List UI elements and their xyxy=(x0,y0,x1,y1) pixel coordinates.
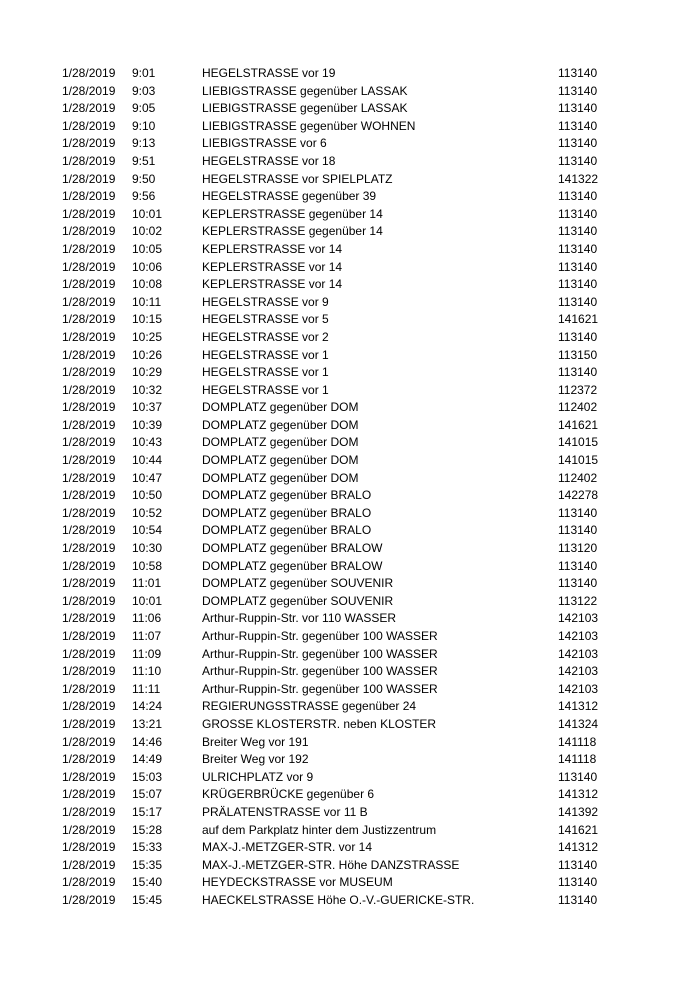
table-row xyxy=(62,874,608,892)
location-cell: LIEBIGSTRASSE vor 6 xyxy=(202,136,327,151)
date-cell: 1/28/2019 xyxy=(62,611,116,626)
code-cell: 113140 xyxy=(558,224,598,239)
code-cell: 142103 xyxy=(558,646,599,661)
code-cell: 141312 xyxy=(558,699,599,714)
time-cell: 15:03 xyxy=(132,769,163,784)
code-cell: 142103 xyxy=(558,629,599,643)
time-cell: 11:07 xyxy=(132,629,162,643)
code-cell: 113140 xyxy=(558,505,598,520)
table-row xyxy=(62,769,608,787)
location-cell: HEGELSTRASSE vor 1 xyxy=(202,365,329,380)
code-cell: 113122 xyxy=(558,593,598,608)
code-cell: 142103 xyxy=(558,664,599,679)
time-cell: 10:08 xyxy=(132,277,163,292)
table-row xyxy=(62,487,608,505)
code-cell: 113140 xyxy=(558,136,598,151)
time-cell: 10:37 xyxy=(132,400,163,415)
date-cell: 1/28/2019 xyxy=(62,488,116,503)
date-cell: 1/28/2019 xyxy=(62,347,116,362)
date-cell: 1/28/2019 xyxy=(62,83,116,98)
time-cell: 10:30 xyxy=(132,541,163,556)
time-cell: 9:13 xyxy=(132,136,156,151)
time-cell: 9:56 xyxy=(132,189,156,204)
location-cell: Arthur-Ruppin-Str. gegenüber 100 WASSER xyxy=(202,629,438,643)
code-cell: 113140 xyxy=(558,523,598,538)
table-row xyxy=(62,822,608,840)
table-row xyxy=(62,171,608,189)
location-cell: Arthur-Ruppin-Str. gegenüber 100 WASSER xyxy=(202,664,438,679)
time-cell: 10:52 xyxy=(132,505,163,520)
table-row xyxy=(62,276,608,294)
table-row xyxy=(62,83,608,101)
location-cell: PRÄLATENSTRASSE vor 11 B xyxy=(202,804,368,819)
code-cell: 113140 xyxy=(558,857,598,872)
time-cell: 11:01 xyxy=(132,576,162,591)
date-cell: 1/28/2019 xyxy=(62,453,116,468)
location-cell: KEPLERSTRASSE gegenüber 14 xyxy=(202,224,383,239)
date-cell: 1/28/2019 xyxy=(62,470,116,485)
table-row xyxy=(62,241,608,259)
time-cell: 10:11 xyxy=(132,294,162,309)
table-row xyxy=(62,646,608,664)
code-cell: 141312 xyxy=(558,840,599,855)
time-cell: 10:26 xyxy=(132,347,163,362)
date-cell: 1/28/2019 xyxy=(62,171,116,186)
time-cell: 15:40 xyxy=(132,875,163,890)
date-cell: 1/28/2019 xyxy=(62,840,116,855)
code-cell: 141621 xyxy=(558,417,599,432)
code-cell: 141324 xyxy=(558,716,599,731)
date-cell: 1/28/2019 xyxy=(62,646,116,661)
code-cell: 141015 xyxy=(558,435,599,450)
location-cell: KEPLERSTRASSE vor 14 xyxy=(202,241,343,256)
code-cell: 113120 xyxy=(558,541,598,556)
date-cell: 1/28/2019 xyxy=(62,400,116,415)
location-cell: LIEBIGSTRASSE gegenüber LASSAK xyxy=(202,83,408,98)
date-cell: 1/28/2019 xyxy=(62,118,116,133)
code-cell: 113140 xyxy=(558,206,598,221)
code-cell: 141312 xyxy=(558,787,599,802)
date-cell: 1/28/2019 xyxy=(62,857,116,872)
code-cell: 113150 xyxy=(558,347,598,362)
time-cell: 10:44 xyxy=(132,453,163,468)
location-cell: ULRICHPLATZ vor 9 xyxy=(202,769,314,784)
table-row xyxy=(62,347,608,365)
location-cell: LIEBIGSTRASSE gegenüber WOHNEN xyxy=(202,118,416,133)
location-cell: LIEBIGSTRASSE gegenüber LASSAK xyxy=(202,101,408,116)
time-cell: 10:54 xyxy=(132,523,163,538)
code-cell: 113140 xyxy=(558,875,598,890)
time-cell: 9:51 xyxy=(132,153,156,168)
location-cell: Arthur-Ruppin-Str. gegenüber 100 WASSER xyxy=(202,681,438,696)
date-cell: 1/28/2019 xyxy=(62,752,116,767)
location-cell: DOMPLATZ gegenüber DOM xyxy=(202,400,359,415)
date-cell: 1/28/2019 xyxy=(62,224,116,239)
date-cell: 1/28/2019 xyxy=(62,66,116,80)
time-cell: 15:35 xyxy=(132,857,163,872)
time-cell: 10:15 xyxy=(132,312,163,327)
time-cell: 10:32 xyxy=(132,382,163,397)
code-cell: 141392 xyxy=(558,804,599,819)
time-cell: 9:03 xyxy=(132,83,156,98)
date-cell: 1/28/2019 xyxy=(62,382,116,397)
location-cell: Breiter Weg vor 191 xyxy=(202,734,309,749)
table-row xyxy=(62,558,608,576)
time-cell: 15:28 xyxy=(132,822,163,837)
code-cell: 113140 xyxy=(558,153,598,168)
date-cell: 1/28/2019 xyxy=(62,153,116,168)
table-row xyxy=(62,522,608,540)
location-cell: Breiter Weg vor 192 xyxy=(202,752,309,767)
location-cell: GROSSE KLOSTERSTR. neben KLOSTER xyxy=(202,716,437,731)
time-cell: 14:46 xyxy=(132,734,163,749)
date-cell: 1/28/2019 xyxy=(62,664,116,679)
table-row xyxy=(62,399,608,417)
date-cell: 1/28/2019 xyxy=(62,101,116,116)
table-row xyxy=(62,593,608,611)
records-table xyxy=(62,65,608,910)
location-cell: HEGELSTRASSE vor SPIELPLATZ xyxy=(202,171,393,186)
time-cell: 9:05 xyxy=(132,101,156,116)
time-cell: 10:50 xyxy=(132,488,163,503)
location-cell: HEGELSTRASSE vor 19 xyxy=(202,66,336,80)
code-cell: 113140 xyxy=(558,365,598,380)
code-cell: 113140 xyxy=(558,329,598,344)
time-cell: 10:39 xyxy=(132,417,163,432)
table-row xyxy=(62,804,608,822)
table-row xyxy=(62,153,608,171)
time-cell: 10:01 xyxy=(132,206,163,221)
code-cell: 112402 xyxy=(558,470,598,485)
table-row xyxy=(62,610,608,628)
table-row xyxy=(62,681,608,699)
location-cell: REGIERUNGSSTRASSE gegenüber 24 xyxy=(202,699,417,714)
time-cell: 15:17 xyxy=(132,804,163,819)
time-cell: 15:45 xyxy=(132,892,163,907)
table-row xyxy=(62,892,608,910)
date-cell: 1/28/2019 xyxy=(62,259,116,274)
time-cell: 10:29 xyxy=(132,365,163,380)
location-cell: HEGELSTRASSE vor 1 xyxy=(202,382,329,397)
date-cell: 1/28/2019 xyxy=(62,294,116,309)
time-cell: 10:58 xyxy=(132,558,163,573)
table-row xyxy=(62,452,608,470)
date-cell: 1/28/2019 xyxy=(62,417,116,432)
code-cell: 112372 xyxy=(558,382,598,397)
table-row xyxy=(62,751,608,769)
date-cell: 1/28/2019 xyxy=(62,734,116,749)
time-cell: 9:50 xyxy=(132,171,156,186)
table-row xyxy=(62,417,608,435)
time-cell: 14:24 xyxy=(132,699,163,714)
date-cell: 1/28/2019 xyxy=(62,892,116,907)
code-cell: 141621 xyxy=(558,312,599,327)
date-cell: 1/28/2019 xyxy=(62,769,116,784)
time-cell: 11:10 xyxy=(132,664,162,679)
date-cell: 1/28/2019 xyxy=(62,505,116,520)
code-cell: 113140 xyxy=(558,118,598,133)
time-cell: 11:11 xyxy=(132,681,161,696)
time-cell: 10:05 xyxy=(132,241,163,256)
code-cell: 113140 xyxy=(558,259,598,274)
code-cell: 113140 xyxy=(558,892,598,907)
time-cell: 10:43 xyxy=(132,435,163,450)
code-cell: 113140 xyxy=(558,66,598,80)
table-row xyxy=(62,628,608,646)
location-cell: KEPLERSTRASSE gegenüber 14 xyxy=(202,206,383,221)
location-cell: HEGELSTRASSE vor 9 xyxy=(202,294,329,309)
table-row xyxy=(62,786,608,804)
table-row xyxy=(62,663,608,681)
code-cell: 141322 xyxy=(558,171,599,186)
date-cell: 1/28/2019 xyxy=(62,435,116,450)
time-cell: 10:01 xyxy=(132,593,163,608)
date-cell: 1/28/2019 xyxy=(62,206,116,221)
code-cell: 141118 xyxy=(558,752,597,767)
date-cell: 1/28/2019 xyxy=(62,277,116,292)
code-cell: 113140 xyxy=(558,83,598,98)
table-row xyxy=(62,100,608,118)
table-row xyxy=(62,118,608,136)
table-row xyxy=(62,505,608,523)
location-cell: HEGELSTRASSE vor 5 xyxy=(202,312,329,327)
date-cell: 1/28/2019 xyxy=(62,699,116,714)
date-cell: 1/28/2019 xyxy=(62,189,116,204)
time-cell: 9:10 xyxy=(132,118,156,133)
table-row xyxy=(62,575,608,593)
location-cell: KEPLERSTRASSE vor 14 xyxy=(202,277,343,292)
records-table-body xyxy=(62,65,608,910)
date-cell: 1/28/2019 xyxy=(62,558,116,573)
date-cell: 1/28/2019 xyxy=(62,365,116,380)
date-cell: 1/28/2019 xyxy=(62,541,116,556)
table-row xyxy=(62,698,608,716)
location-cell: DOMPLATZ gegenüber BRALO xyxy=(202,523,372,538)
location-cell: DOMPLATZ gegenüber DOM xyxy=(202,470,359,485)
date-cell: 1/28/2019 xyxy=(62,329,116,344)
code-cell: 113140 xyxy=(558,576,598,591)
date-cell: 1/28/2019 xyxy=(62,804,116,819)
table-row xyxy=(62,540,608,558)
location-cell: HEYDECKSTRASSE vor MUSEUM xyxy=(202,875,393,890)
code-cell: 112402 xyxy=(558,400,598,415)
location-cell: HEGELSTRASSE gegenüber 39 xyxy=(202,189,377,204)
table-row xyxy=(62,364,608,382)
location-cell: DOMPLATZ gegenüber BRALO xyxy=(202,488,372,503)
time-cell: 10:02 xyxy=(132,224,163,239)
code-cell: 142278 xyxy=(558,488,599,503)
table-row xyxy=(62,839,608,857)
location-cell: MAX-J.-METZGER-STR. vor 14 xyxy=(202,840,373,855)
table-row xyxy=(62,857,608,875)
date-cell: 1/28/2019 xyxy=(62,787,116,802)
location-cell: DOMPLATZ gegenüber DOM xyxy=(202,453,359,468)
table-row xyxy=(62,206,608,224)
time-cell: 10:47 xyxy=(132,470,163,485)
location-cell: HEGELSTRASSE vor 1 xyxy=(202,347,329,362)
time-cell: 10:25 xyxy=(132,329,163,344)
table-row xyxy=(62,329,608,347)
table-row xyxy=(62,434,608,452)
date-cell: 1/28/2019 xyxy=(62,681,116,696)
code-cell: 141015 xyxy=(558,453,599,468)
time-cell: 15:07 xyxy=(132,787,163,802)
time-cell: 10:06 xyxy=(132,259,163,274)
table-row xyxy=(62,716,608,734)
code-cell: 142103 xyxy=(558,611,599,626)
location-cell: Arthur-Ruppin-Str. vor 110 WASSER xyxy=(202,611,397,626)
table-row xyxy=(62,259,608,277)
time-cell: 11:06 xyxy=(132,611,162,626)
location-cell: DOMPLATZ gegenüber SOUVENIR xyxy=(202,576,394,591)
date-cell: 1/28/2019 xyxy=(62,875,116,890)
date-cell: 1/28/2019 xyxy=(62,716,116,731)
date-cell: 1/28/2019 xyxy=(62,822,116,837)
location-cell: HEGELSTRASSE vor 18 xyxy=(202,153,336,168)
code-cell: 141621 xyxy=(558,822,599,837)
time-cell: 14:49 xyxy=(132,752,163,767)
table-row xyxy=(62,223,608,241)
table-row xyxy=(62,135,608,153)
location-cell: HAECKELSTRASSE Höhe O.-V.-GUERICKE-STR. xyxy=(202,892,475,907)
date-cell: 1/28/2019 xyxy=(62,241,116,256)
code-cell: 141118 xyxy=(558,734,597,749)
table-row xyxy=(62,294,608,312)
table-row xyxy=(62,470,608,488)
code-cell: 113140 xyxy=(558,277,598,292)
location-cell: MAX-J.-METZGER-STR. Höhe DANZSTRASSE xyxy=(202,857,460,872)
location-cell: DOMPLATZ gegenüber SOUVENIR xyxy=(202,593,394,608)
location-cell: DOMPLATZ gegenüber DOM xyxy=(202,435,359,450)
date-cell: 1/28/2019 xyxy=(62,576,116,591)
code-cell: 113140 xyxy=(558,189,598,204)
code-cell: 113140 xyxy=(558,769,598,784)
location-cell: KEPLERSTRASSE vor 14 xyxy=(202,259,343,274)
location-cell: Arthur-Ruppin-Str. gegenüber 100 WASSER xyxy=(202,646,438,661)
time-cell: 15:33 xyxy=(132,840,163,855)
table-row xyxy=(62,65,608,83)
location-cell: KRÜGERBRÜCKE gegenüber 6 xyxy=(202,787,375,802)
table-row xyxy=(62,311,608,329)
code-cell: 113140 xyxy=(558,241,598,256)
code-cell: 142103 xyxy=(558,681,599,696)
date-cell: 1/28/2019 xyxy=(62,523,116,538)
location-cell: DOMPLATZ gegenüber BRALOW xyxy=(202,541,383,556)
location-cell: HEGELSTRASSE vor 2 xyxy=(202,329,329,344)
location-cell: DOMPLATZ gegenüber BRALO xyxy=(202,505,372,520)
date-cell: 1/28/2019 xyxy=(62,629,116,643)
table-row xyxy=(62,734,608,752)
time-cell: 11:09 xyxy=(132,646,162,661)
code-cell: 113140 xyxy=(558,294,598,309)
location-cell: DOMPLATZ gegenüber DOM xyxy=(202,417,359,432)
table-row xyxy=(62,188,608,206)
code-cell: 113140 xyxy=(558,101,598,116)
table-row xyxy=(62,382,608,400)
date-cell: 1/28/2019 xyxy=(62,136,116,151)
date-cell: 1/28/2019 xyxy=(62,312,116,327)
date-cell: 1/28/2019 xyxy=(62,593,116,608)
location-cell: auf dem Parkplatz hinter dem Justizzentrum xyxy=(202,822,437,837)
time-cell: 9:01 xyxy=(132,66,156,80)
time-cell: 13:21 xyxy=(132,716,163,731)
code-cell: 113140 xyxy=(558,558,598,573)
location-cell: DOMPLATZ gegenüber BRALOW xyxy=(202,558,383,573)
